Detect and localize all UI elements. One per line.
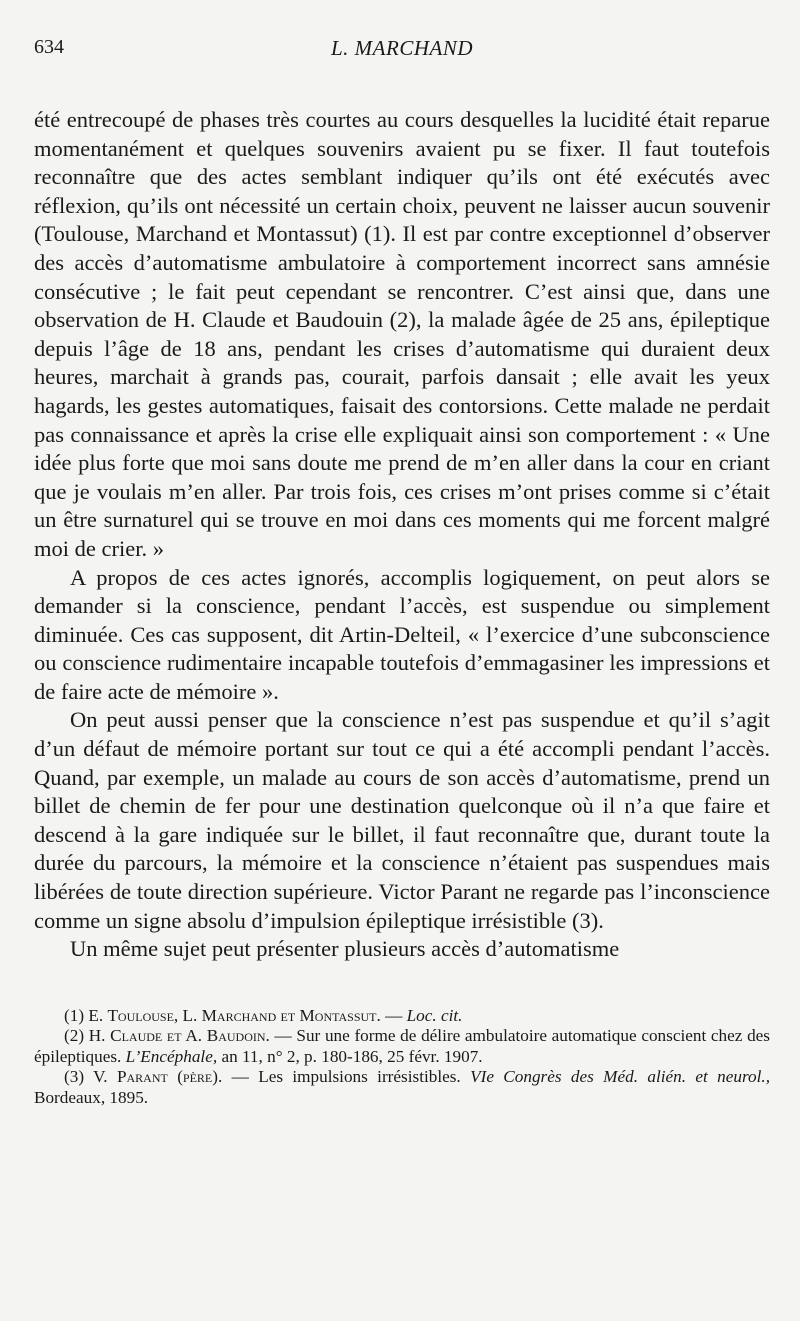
footnote-1-dash: —	[380, 1005, 407, 1025]
footnote-1-authors: Toulouse, L. Marchand et Montassut.	[107, 1005, 381, 1025]
footnote-3-marker: (3) V.	[64, 1067, 117, 1087]
footnote-3	[34, 1067, 770, 1108]
footnote-1	[34, 1006, 770, 1027]
footnotes	[34, 1006, 770, 1109]
body-text	[34, 106, 770, 964]
paragraph-1: été entrecoupé de phases très courtes au cours desquelles la lucidité était reparue momentanément et quelques souvenirs avaient pu se fixer. Il faut toutefois reconnaître que des actes semblant indiquer qu’ils ont été exécutés avec réflexion, qu’ils ont nécessité un certain choix, peuvent ne laisser aucun souvenir (Toulouse, Marchand et Montassut) (1). Il est par contre exceptionnel d’observer des accès d’automatisme ambulatoire à comportement incorrect sans amnésie consécutive ; le fait peut cependant se rencontrer. C’est ainsi que, dans une observation de H. Claude et Baudouin (2), la malade âgée de 25 ans, épileptique depuis l’âge de 18 ans, pendant les crises d’automatisme qui duraient deux heures, marchait à grands pas, courait, parfois dansait ; elle avait les yeux hagards, les gestes automatiques, faisait des contorsions. Cette malade ne perdait pas connaissance et après la crise elle expliquait ainsi son comportement : « Une idée plus forte que moi sans doute me prend de m’en aller dans la cour en criant que je voulais m’en aller. Par trois fois, ces crises m’ont prises comme si c’était un être surnaturel qui se trouve en moi dans ces moments qui me forcent malgré moi de crier. »	[34, 107, 770, 561]
footnote-3-congress: VIe Congrès des Méd. alién. et neurol.,	[470, 1067, 770, 1087]
footnote-1-marker: (1) E.	[64, 1005, 108, 1025]
footnote-2-journal: L’Encéphale,	[125, 1046, 218, 1066]
footnote-2	[34, 1026, 770, 1067]
paragraph-4: Un même sujet peut présenter plusieurs accès d’automatisme	[70, 936, 620, 962]
footnote-2-marker: (2) H.	[64, 1026, 111, 1046]
paragraph-2: A propos de ces actes ignorés, accomplis logiquement, on peut alors se demander si la conscience, pendant l’accès, est suspendue ou simplement diminuée. Ces cas supposent, dit Artin-Delteil, « l’exercice d’une subconscience ou conscience rudimentaire incapable toutefois d’emmagasiner les impressions et de faire acte de mémoire ».	[34, 564, 770, 704]
footnote-3-details: Bordeaux, 1895.	[34, 1087, 149, 1107]
footnote-2-details: an 11, n° 2, p. 180-186, 25 févr. 1907.	[217, 1046, 483, 1066]
footnote-2-authors: Claude et A. Baudoin.	[110, 1026, 270, 1046]
paragraph-3: On peut aussi penser que la conscience n’est pas suspendue et qu’il s’agit d’un défaut de mémoire portant sur tout ce qui a été accompli pendant l’accès. Quand, par exemple, un malade au cours de son accès d’automatisme, prend un billet de chemin de fer pour une destination quelconque où il n’a que faire et descend à la gare indiquée sur le billet, il faut reconnaître que, durant toute la durée du parcours, la mémoire et la conscience n’étaient pas suspendues mais libérées de toute direction supérieure. Victor Parant ne regarde pas l’inconscience comme un signe absolu d’impulsion épileptique irrésistible (3).	[34, 707, 770, 933]
footnote-1-ref: Loc. cit.	[406, 1005, 463, 1025]
footnote-3-text: — Les impulsions irrésistibles.	[222, 1067, 471, 1087]
footnote-3-authors: Parant (père).	[116, 1067, 223, 1087]
running-head: L. MARCHAND	[331, 36, 473, 60]
page-header	[34, 28, 770, 66]
page-number: 634	[34, 36, 64, 58]
footnote-2-text: — Sur une forme de délire ambulatoire automatique conscient chez des épileptiques.	[34, 1026, 770, 1066]
